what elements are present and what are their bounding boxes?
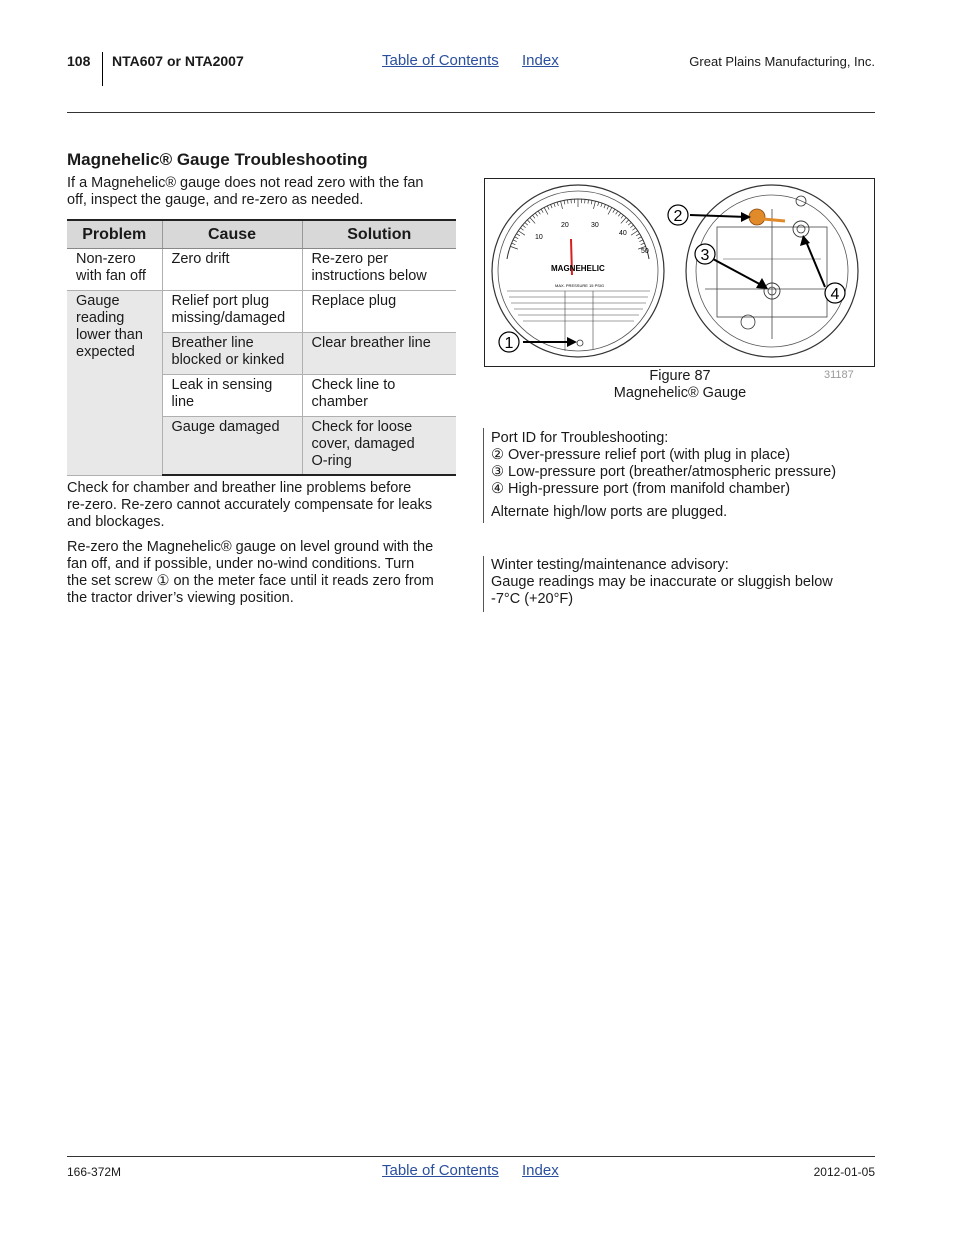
scale-tick (607, 206, 609, 210)
callout-1-mark: ① (156, 573, 170, 589)
winter-note: Winter testing/maintenance advisory: Gauge readings may be inaccurate or sluggish below -7°C (+20°F) (491, 557, 833, 607)
cause-cell: Breather line blocked or kinked (162, 332, 302, 374)
svg-text:3: 3 (700, 247, 710, 264)
scale-label: 20 (561, 222, 569, 229)
scale-tick (547, 206, 549, 210)
section-title: Magnehelic® Gauge Troubleshooting (67, 150, 368, 169)
scale-tick (561, 201, 563, 209)
svg-text:2: 2 (673, 208, 683, 225)
table-header-row (67, 220, 456, 248)
solution-cell: Clear breather line (302, 332, 456, 374)
model-name: NTA607 or NTA2007 (112, 53, 244, 69)
company-name: Great Plains Manufacturing, Inc. (689, 54, 875, 69)
scale-tick (510, 246, 518, 249)
rezero-paragraph: Re-zero the Magnehelic® gauge on level ground with the fan off, and if possible, under no-wind conditions. Turn the set screw ① on the meter face until it reads zero from the tractor driver’s viewing position. (67, 539, 434, 606)
cause-cell: Relief port plug missing/damaged (162, 290, 302, 332)
footer-toc-link[interactable]: Table of Contents (382, 1162, 499, 1179)
scale-tick (551, 204, 553, 208)
scale-tick (608, 207, 612, 214)
page-number: 108 (67, 53, 91, 69)
intro-paragraph: If a Magnehelic® gauge does not read zero with the fan off, inspect the gauge, and re-zero as needed. (67, 175, 424, 208)
gauge-front (492, 185, 664, 357)
scale-tick (554, 203, 555, 207)
scale-tick (618, 213, 620, 216)
scale-label: 50 (641, 248, 649, 255)
footer-index-link[interactable]: Index (522, 1162, 559, 1179)
scale-tick (532, 215, 535, 218)
solution-cell: Check for loose cover, damaged O-ring (302, 416, 456, 475)
header-problem: Problem (67, 220, 162, 248)
header-index-link[interactable]: Index (522, 52, 559, 69)
header-solution: Solution (302, 220, 456, 248)
scale-tick (518, 231, 525, 235)
scale-tick (538, 211, 540, 214)
chamber-paragraph: Check for chamber and breather line problems before re-zero. Re-zero cannot accurately compensate for leaks and blockages. (67, 480, 433, 530)
scale-tick (641, 243, 645, 245)
scale-label: 10 (535, 234, 543, 241)
callout-2 (668, 205, 688, 225)
scale-tick (604, 204, 606, 208)
scale-tick (520, 228, 523, 230)
port-item: ④ High-pressure port (from manifold chamber) (491, 481, 791, 497)
scale-tick (516, 234, 519, 236)
scale-tick (544, 207, 548, 214)
note-bar (483, 428, 484, 523)
header-toc-link[interactable]: Table of Contents (382, 52, 499, 69)
scale-tick (639, 240, 643, 242)
scale-tick (616, 211, 618, 214)
port-id-note: Port ID for Troubleshooting: ② Over-pressure relief port (with plug in place) ③ Low-pressure port (breather/atmospheric pressure) ④ High-pressure port (from manifold chamber) Alternate high/low ports are plugged. (491, 430, 837, 520)
set-screw (577, 340, 583, 346)
figure-caption: Figure 87 Magnehelic® Gauge (613, 368, 747, 401)
scale-tick (632, 228, 635, 230)
relief-port-plug (749, 209, 765, 225)
callout-1 (499, 332, 519, 352)
scale-tick (621, 215, 624, 218)
solution-cell: Check line to chamber (302, 374, 456, 416)
callout-3 (695, 244, 715, 264)
table-row (67, 290, 456, 332)
scale-tick (513, 240, 517, 242)
gauge-back (686, 185, 858, 357)
port-item: ③ Low-pressure port (breather/atmospheric pressure) (491, 464, 837, 480)
scale-tick (525, 222, 528, 225)
scale-tick (527, 220, 530, 223)
scale-tick (591, 200, 592, 204)
scale-tick (557, 202, 558, 206)
scale-tick (628, 222, 631, 225)
scale-label: 40 (619, 230, 627, 237)
svg-text:1: 1 (504, 335, 514, 352)
scale-tick (598, 202, 599, 206)
scale-tick (593, 201, 595, 209)
callout-4 (825, 283, 845, 303)
gauge-max: MAX. PRESSURE 15 PSIG (555, 283, 605, 288)
scale-tick (613, 209, 615, 212)
scale-tick (512, 243, 516, 245)
table-row (67, 248, 456, 290)
figure-image-number: 31187 (824, 369, 854, 381)
header-cause: Cause (162, 220, 302, 248)
scale-label: 30 (591, 222, 599, 229)
problem-cell: Gauge reading lower than expected (67, 290, 162, 475)
cause-cell: Zero drift (162, 248, 302, 290)
scale-tick (567, 200, 568, 204)
gauge-figure (484, 178, 875, 367)
scale-tick (631, 231, 638, 235)
cause-cell: Leak in sensing line (162, 374, 302, 416)
scale-tick (630, 225, 633, 228)
header-divider (102, 52, 103, 86)
scale-tick (515, 237, 519, 239)
publication-date: 2012-01-05 (813, 1165, 875, 1179)
scale-tick (564, 200, 565, 204)
gauge-brand: MAGNEHELIC (551, 264, 605, 273)
footer-rule (67, 1156, 875, 1157)
document-number: 166-372M (67, 1165, 122, 1179)
solution-cell: Replace plug (302, 290, 456, 332)
scale-tick (626, 220, 629, 223)
scale-tick (523, 225, 526, 228)
scale-tick (535, 213, 537, 216)
header-rule (67, 112, 875, 113)
scale-tick (621, 217, 626, 223)
port-item: ② Over-pressure relief port (with plug in place) (491, 447, 791, 463)
scale-tick (588, 200, 589, 204)
scale-tick (638, 237, 642, 239)
svg-text:4: 4 (830, 286, 840, 303)
note-bar (483, 556, 484, 612)
problem-cell: Non-zero with fan off (67, 248, 162, 290)
scale-tick (530, 217, 535, 223)
solution-cell: Re-zero per instructions below (302, 248, 456, 290)
scale-tick (601, 203, 602, 207)
scale-tick (636, 234, 639, 236)
troubleshooting-table (67, 219, 456, 476)
scale-tick (541, 209, 543, 212)
cause-cell: Gauge damaged (162, 416, 302, 475)
gauge-illustration (485, 179, 874, 366)
